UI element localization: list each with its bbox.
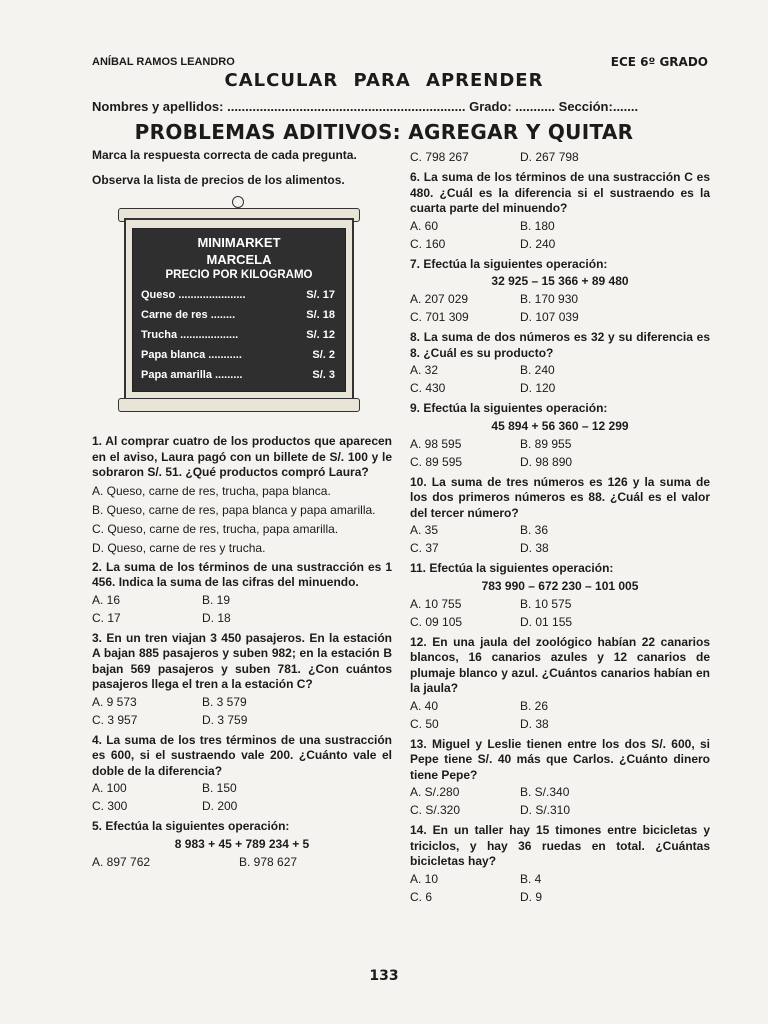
option-b[interactable]: B. 3 579	[202, 694, 247, 709]
option-a[interactable]: A. Queso, carne de res, trucha, papa blanca.	[92, 483, 331, 498]
question-7: 7. Efectúa la siguientes operación:	[410, 256, 608, 271]
option-c[interactable]: C. Queso, carne de res, trucha, papa amarilla.	[92, 521, 339, 536]
option-b[interactable]: B. 978 627	[239, 854, 298, 869]
price-row	[133, 365, 345, 385]
option-a[interactable]: A. 40	[410, 698, 439, 713]
question-3: 3. En un tren viajan 3 450 pasajeros. En la estación A bajan 885 pasajeros y suben 982; en la estación B bajan 569 pasajeros y suben 781. ¿Con cuántos pasajeros llega el tren a la estación C?	[92, 630, 392, 691]
option-b[interactable]: B. 150	[202, 781, 237, 795]
question-6-options	[410, 217, 710, 253]
option-b[interactable]: B. Queso, carne de res, papa blanca y papa amarilla.	[92, 502, 376, 517]
price-item-name: Queso ......................	[141, 289, 246, 301]
question-11-options	[410, 595, 710, 631]
option-c[interactable]: C. 17	[92, 610, 121, 625]
instruction-1: Marca la respuesta correcta de cada pregunta.	[92, 148, 357, 162]
option-b[interactable]: B. 26	[520, 698, 549, 713]
option-a[interactable]: A. 897 762	[92, 854, 151, 869]
option-d[interactable]: D. 200	[202, 799, 238, 813]
question-12: 12. En una jaula del zoológico habían 22 canarios blancos, 16 canarios azules y 12 canarios de plumaje blanco y azul. ¿Cuántos canarios habían en la jaula?	[410, 634, 710, 695]
question-5-options	[92, 853, 392, 871]
option-d[interactable]: D. 240	[520, 236, 556, 251]
question-12-options	[410, 697, 710, 733]
question-9: 9. Efectúa la siguientes operación:	[410, 401, 608, 415]
board-panel	[132, 228, 346, 392]
question-5-options-continued	[410, 148, 710, 166]
option-d[interactable]: D. 107 039	[520, 310, 579, 324]
option-c[interactable]: C. 89 595	[410, 454, 463, 469]
question-8-options	[410, 361, 710, 397]
option-b[interactable]: B. 240	[520, 363, 555, 377]
option-b[interactable]: B. 180	[520, 218, 555, 233]
option-d[interactable]: D. 267 798	[520, 150, 579, 164]
option-a[interactable]: A. 35	[410, 523, 439, 537]
question-13: 13. Miguel y Leslie tienen entre los dos S/. 600, si Pepe tiene S/. 40 más que Carlos. ¿Cuánto dinero tiene Pepe?	[410, 736, 710, 782]
question-13-options	[410, 783, 710, 819]
option-c[interactable]: C. 430	[410, 381, 446, 395]
question-7-options	[410, 290, 710, 326]
page-number: 133	[369, 968, 399, 984]
board-subtitle: PRECIO POR KILOGRAMO	[165, 269, 313, 281]
board-store-name-2: MARCELA	[206, 252, 272, 267]
option-a[interactable]: A. 98 595	[410, 436, 462, 451]
option-d[interactable]: D. 3 759	[202, 712, 248, 727]
option-d[interactable]: D. S/.310	[520, 803, 571, 817]
question-5-operation: 8 983 + 45 + 789 234 + 5	[174, 836, 310, 851]
option-a[interactable]: A. 9 573	[92, 694, 137, 709]
option-d[interactable]: D. 18	[202, 610, 231, 625]
instruction-2: Observa la lista de precios de los alimentos.	[92, 173, 345, 187]
option-a[interactable]: A. 16	[92, 592, 121, 607]
option-d[interactable]: D. 120	[520, 381, 556, 395]
option-c[interactable]: C. 3 957	[92, 712, 138, 727]
student-info-line: Nombres y apellidos: .................................................................. Grado: ........... Sección:.......	[92, 99, 639, 114]
option-a[interactable]: A. S/.280	[410, 785, 460, 799]
price-item-name: Trucha ...................	[141, 329, 239, 341]
question-11: 11. Efectúa la siguientes operación:	[410, 561, 614, 575]
option-c[interactable]: C. 798 267	[410, 150, 469, 164]
option-d[interactable]: D. 01 155	[520, 614, 573, 629]
board-bottom-bar	[118, 398, 360, 412]
question-14-options	[410, 870, 710, 906]
price-item-value: S/. 2	[312, 349, 335, 361]
board-hook-icon	[232, 196, 244, 208]
option-b[interactable]: B. 170 930	[520, 292, 579, 306]
question-10-options	[410, 521, 710, 557]
price-row	[133, 285, 345, 305]
price-item-name: Carne de res ........	[141, 309, 236, 321]
option-c[interactable]: C. 37	[410, 541, 439, 555]
option-b[interactable]: B. 89 955	[520, 436, 572, 451]
option-d[interactable]: D. 38	[520, 716, 549, 731]
question-8: 8. La suma de dos números es 32 y su diferencia es 8. ¿Cuál es su producto?	[410, 330, 710, 360]
question-2: 2. La suma de los términos de una sustracción es 1 456. Indica la suma de las cifras del minuendo.	[92, 559, 392, 589]
option-c[interactable]: C. 160	[410, 236, 446, 251]
question-14: 14. En un taller hay 15 timones entre bicicletas y triciclos, y hay 36 ruedas en total. ¿Cuántas bicicletas hay?	[410, 823, 710, 868]
question-9-operation: 45 894 + 56 360 – 12 299	[491, 418, 629, 433]
question-10: 10. La suma de tres números es 126 y la suma de los dos primeros números es 88. ¿Cuál es el valor del tercer número?	[410, 474, 710, 520]
option-d[interactable]: D. Queso, carne de res y trucha.	[92, 540, 266, 555]
price-item-value: S/. 12	[306, 329, 335, 341]
price-row	[133, 305, 345, 325]
option-c[interactable]: C. 50	[410, 716, 439, 731]
price-row	[133, 325, 345, 345]
question-7-operation: 32 925 – 15 366 + 89 480	[491, 274, 629, 288]
grade-label: ECE 6º GRADO	[610, 55, 708, 69]
option-d[interactable]: D. 98 890	[520, 454, 573, 469]
option-b[interactable]: B. 4	[520, 871, 542, 886]
author-name: ANÍBAL RAMOS LEANDRO	[92, 56, 235, 68]
price-item-value: S/. 3	[312, 369, 335, 381]
question-4-options	[92, 779, 392, 815]
question-1: 1. Al comprar cuatro de los productos que aparecen en el aviso, Laura pagó con un billete de S/. 100 y le sobraron S/. 51. ¿Qué productos compró Laura?	[92, 434, 392, 479]
option-c[interactable]: C. 09 105	[410, 614, 463, 629]
question-1-options	[92, 483, 392, 556]
option-b[interactable]: B. S/.340	[520, 785, 570, 799]
question-6: 6. La suma de los términos de una sustracción C es 480. ¿Cuál es la diferencia si el sustraendo es la cuarta parte del minuendo?	[410, 170, 710, 215]
left-column	[92, 148, 392, 871]
option-a[interactable]: A. 100	[92, 781, 127, 795]
option-c[interactable]: C. 701 309	[410, 310, 469, 324]
option-c[interactable]: C. S/.320	[410, 803, 461, 817]
option-b[interactable]: B. 10 575	[520, 596, 572, 611]
question-4: 4. La suma de los tres términos de una sustracción es 600, si el sustraendo vale 200. ¿Cuánto vale el doble de la diferencia?	[92, 732, 392, 778]
option-c[interactable]: C. 6	[410, 889, 433, 904]
price-board	[118, 198, 358, 428]
question-5: 5. Efectúa la siguientes operación:	[92, 819, 290, 833]
price-item-value: S/. 17	[306, 289, 335, 301]
price-row	[133, 345, 345, 365]
price-item-name: Papa blanca ...........	[141, 349, 242, 361]
option-a[interactable]: A. 60	[410, 218, 439, 233]
option-a[interactable]: A. 32	[410, 363, 439, 377]
option-a[interactable]: A. 10	[410, 871, 439, 886]
board-store-name: MINIMARKET	[197, 235, 281, 250]
option-d[interactable]: D. 9	[520, 889, 543, 904]
option-b[interactable]: B. 36	[520, 523, 549, 537]
question-2-options	[92, 591, 392, 627]
option-a[interactable]: A. 207 029	[410, 292, 469, 306]
question-11-operation: 783 990 – 672 230 – 101 005	[481, 578, 639, 593]
option-a[interactable]: A. 10 755	[410, 596, 462, 611]
option-d[interactable]: D. 38	[520, 541, 549, 555]
question-3-options	[92, 693, 392, 729]
page-title: CALCULAR PARA APRENDER	[224, 70, 544, 91]
question-9-options	[410, 435, 710, 471]
option-c[interactable]: C. 300	[92, 799, 128, 813]
price-item-value: S/. 18	[306, 309, 335, 321]
price-item-name: Papa amarilla .........	[141, 369, 243, 381]
option-b[interactable]: B. 19	[202, 592, 231, 607]
right-column	[410, 148, 710, 906]
worksheet-subtitle: PROBLEMAS ADITIVOS: AGREGAR Y QUITAR	[134, 120, 634, 144]
